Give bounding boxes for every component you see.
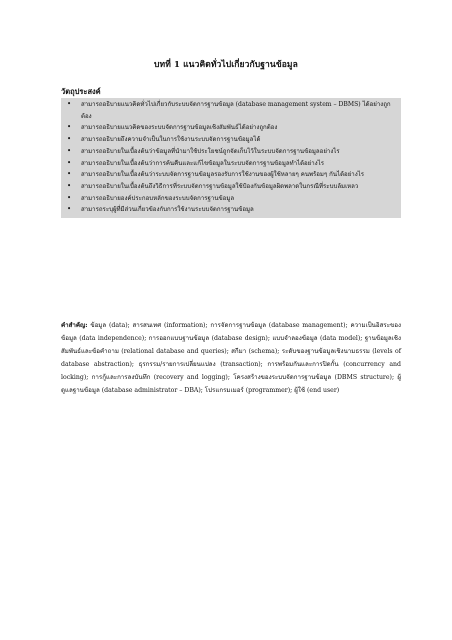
bullet-icon: • [67, 181, 72, 190]
bullet-icon: • [67, 205, 72, 214]
bullet-icon: • [67, 100, 72, 108]
objective-item [61, 181, 401, 193]
objective-text: สามารถอธิบายแนวคิดทั่วไปเกี่ยวกับระบบจัดการฐานข้อมูล (database management system – DBMS) ได้อย่างถูกต้อง [81, 101, 391, 120]
objectives-heading: วัตถุประสงค์ [61, 87, 101, 96]
objective-text: สามารถระบุผู้ที่มีส่วนเกี่ยวข้องกับการใช้งานระบบจัดการฐานข้อมูล [81, 206, 254, 214]
bullet-icon: • [67, 135, 72, 144]
objective-item [61, 134, 401, 146]
objective-item [61, 204, 401, 216]
keywords-text: ข้อมูล (data); สารสนเทศ (information); การจัดการฐานข้อมูล (database management); ความเป็นอิสระของข้อมูล (data independence); การออกแบบฐานข้อมูล (database design); แบบจำลองข้อมูล (data model); ฐานข้อมูลเชิงสัมพันธ์และข้อคำถาม (relational database and queries); สกีมา (schema); ระดับของฐานข้อมูลเชิงนามธรรม (levels of database abstraction); ธุรกรรม/รายการเปลี่ยนแปลง (transaction); การพร้อมกันและการปิดกั้น (concurrency and locking); การกู้และการลงบันทึก (recovery and logging); โครงสร้างของระบบจัดการฐานข้อมูล (DBMS structure); ผู้ดูแลฐานข้อมูล (database administrator – DBA); โปรแกรมเมอร์ (programmer); ผู้ใช้ (end user) [61, 322, 401, 395]
objective-text: สามารถอธิบายถึงความจำเป็นในการใช้งานระบบจัดการฐานข้อมูลได้ [81, 136, 261, 144]
chapter-title: บทที่ 1 แนวคิดทั่วไปเกี่ยวกับฐานข้อมูล [154, 60, 298, 70]
objective-item [61, 158, 401, 170]
objective-text: สามารถอธิบายแนวคิดของระบบจัดการฐานข้อมูลเชิงสัมพันธ์ได้อย่างถูกต้อง [81, 124, 278, 132]
bullet-icon: • [67, 170, 72, 179]
objective-item [61, 99, 401, 122]
bullet-icon: • [67, 193, 72, 202]
objective-item [61, 193, 401, 205]
objective-item [61, 122, 401, 134]
bullet-icon: • [67, 123, 72, 132]
objective-text: สามารถอธิบายในเบื้องต้นว่าข้อมูลที่นำมาใช้ประโยชน์ถูกจัดเก็บไว้ในระบบจัดการฐานข้อมูลอย่างไร [81, 147, 340, 155]
objective-text: สามารถอธิบายในเบื้องต้นว่าการค้นคืนและแก้ไขข้อมูลในระบบจัดการฐานข้อมูลทำได้อย่างไร [81, 159, 324, 167]
objective-item [61, 146, 401, 158]
bullet-icon: • [67, 158, 72, 167]
objectives-list [61, 98, 401, 218]
keywords-label: คำสำคัญ: [61, 322, 88, 329]
objective-text: สามารถอธิบายองค์ประกอบหลักของระบบจัดการฐานข้อมูล [81, 194, 235, 202]
objective-text: สามารถอธิบายในเบื้องต้นว่าระบบจัดการฐานข้อมูลรองรับการใช้งานของผู้ใช้หลายๆ คนพร้อมๆ กันได้อย่างไร [81, 171, 365, 179]
keywords-paragraph [61, 319, 401, 398]
objective-text: สามารถอธิบายในเบื้องต้นถึงวิธีการที่ระบบจัดการฐานข้อมูลใช้ป้องกันข้อมูลผิดพลาดในกรณีที่ระบบล้มเหลว [81, 182, 359, 190]
objective-item [61, 169, 401, 181]
bullet-icon: • [67, 146, 72, 155]
